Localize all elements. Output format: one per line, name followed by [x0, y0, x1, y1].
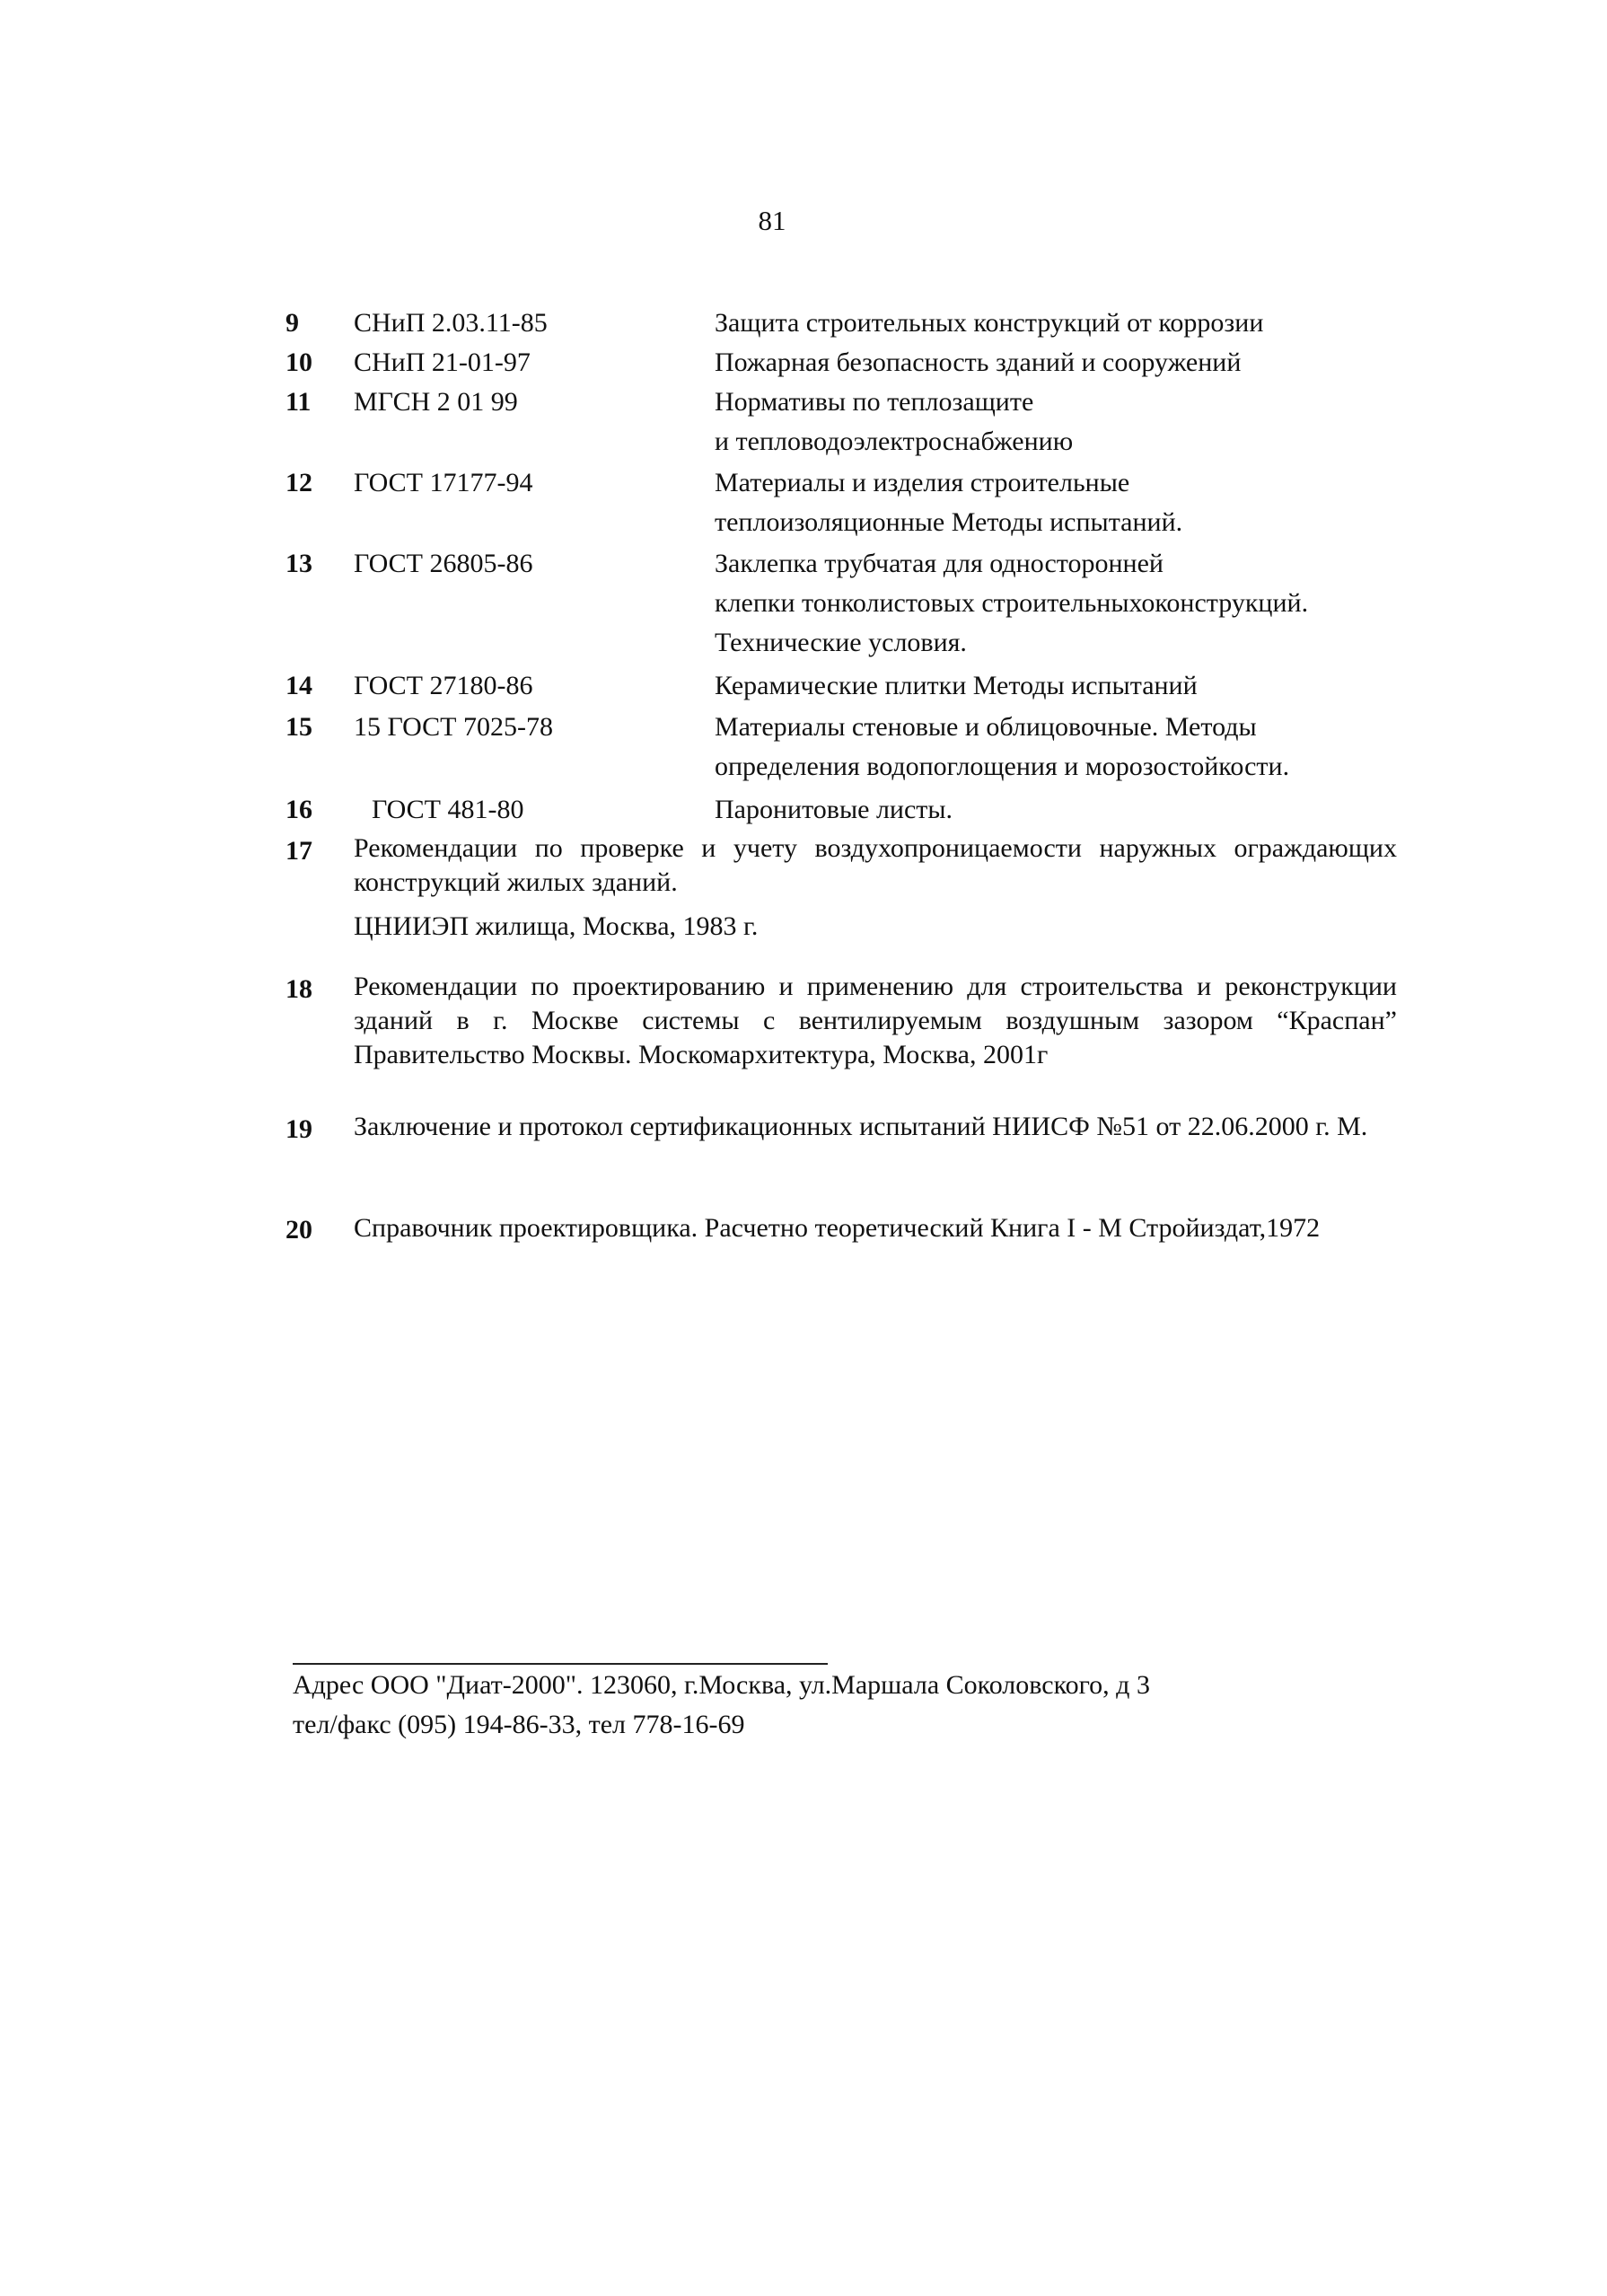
page-number: 81 — [758, 205, 786, 236]
reference-number: 19 — [285, 1114, 312, 1144]
reference-number: 12 — [285, 468, 312, 497]
reference-number: 17 — [285, 836, 312, 866]
reference-title-line: теплоизоляционные Методы испытаний. — [715, 507, 1183, 537]
reference-number: 16 — [285, 795, 312, 824]
reference-text-paragraph: Справочник проектировщика. Расчетно теоретический Книга I - М Стройиздат,1972 — [354, 1213, 1321, 1243]
reference-number: 18 — [285, 974, 312, 1004]
reference-title — [715, 343, 1397, 383]
reference-title — [715, 303, 1397, 343]
reference-text — [354, 831, 1397, 946]
reference-code: ГОСТ 17177-94 — [354, 468, 533, 497]
reference-title-line: Заклепка трубчатая для односторонней — [715, 549, 1164, 578]
reference-code: ГОСТ 26805-86 — [354, 549, 533, 578]
reference-title-line: Керамические плитки Методы испытаний — [715, 671, 1198, 700]
reference-title-line: Материалы стеновые и облицовочные. Методы — [715, 712, 1257, 742]
reference-title-line: Пожарная безопасность зданий и сооружений — [715, 347, 1242, 377]
reference-number: 20 — [285, 1215, 312, 1245]
footnote-address: Адрес ООО "Диат-2000". 123060, г.Москва, ул.Маршала Соколовского, д 3 — [293, 1670, 1150, 1700]
footnote-phone: тел/факс (095) 194-86-33, тел 778-16-69 — [293, 1710, 745, 1739]
reference-number: 9 — [285, 308, 299, 338]
reference-title-line: клепки тонколистовых строительныхоконструкций. — [715, 588, 1309, 618]
reference-title — [715, 463, 1397, 542]
reference-number: 15 — [285, 712, 312, 742]
reference-title-line: и тепловодоэлектроснабжению — [715, 427, 1074, 456]
reference-text-paragraph: Рекомендации по проверке и учету воздухопроницаемости наружных ограждающих конструкций жилых зданий. — [354, 833, 1397, 897]
reference-title-line: Материалы и изделия строительные — [715, 468, 1130, 497]
reference-number: 13 — [285, 549, 312, 578]
reference-title — [715, 790, 1397, 830]
reference-title-line: определения водопоглощения и морозостойкости. — [715, 752, 1290, 781]
footnote-divider — [293, 1663, 828, 1665]
reference-title — [715, 666, 1397, 706]
reference-code: МГСН 2 01 99 — [354, 387, 518, 417]
reference-code: 15 ГОСТ 7025-78 — [354, 712, 553, 742]
reference-number: 11 — [285, 387, 312, 417]
reference-text — [354, 1110, 1397, 1144]
reference-title-line: Технические условия. — [715, 628, 967, 657]
reference-number: 14 — [285, 671, 312, 700]
reference-code: ГОСТ 27180-86 — [354, 671, 533, 700]
reference-title — [715, 708, 1397, 787]
reference-code: ГОСТ 481-80 — [372, 795, 524, 824]
reference-title-line: Паронитовые листы. — [715, 795, 953, 824]
reference-title-line: Нормативы по теплозащите — [715, 387, 1034, 417]
reference-text-paragraph: Рекомендации по проектированию и применению для строительства и реконструкции зданий в г. Москве системы с вентилируемым воздушным зазором “Краспан” Правительство Москвы. Москомархитектура, Москва, 2001г — [354, 972, 1397, 1069]
reference-title — [715, 383, 1397, 462]
reference-text-paragraph: Заключение и протокол сертификационных испытаний НИИСФ №51 от 22.06.2000 г. М. — [354, 1112, 1368, 1141]
reference-text-paragraph: ЦНИИЭП жилища, Москва, 1983 г. — [354, 911, 759, 941]
footnote — [293, 1666, 1406, 1745]
reference-code: СНиП 2.03.11-85 — [354, 308, 548, 338]
reference-code: СНиП 21-01-97 — [354, 347, 531, 377]
reference-title-line: Защита строительных конструкций от коррозии — [715, 308, 1264, 338]
reference-title — [715, 544, 1397, 663]
reference-number: 10 — [285, 347, 312, 377]
reference-text — [354, 1210, 1350, 1246]
reference-text — [354, 970, 1397, 1072]
